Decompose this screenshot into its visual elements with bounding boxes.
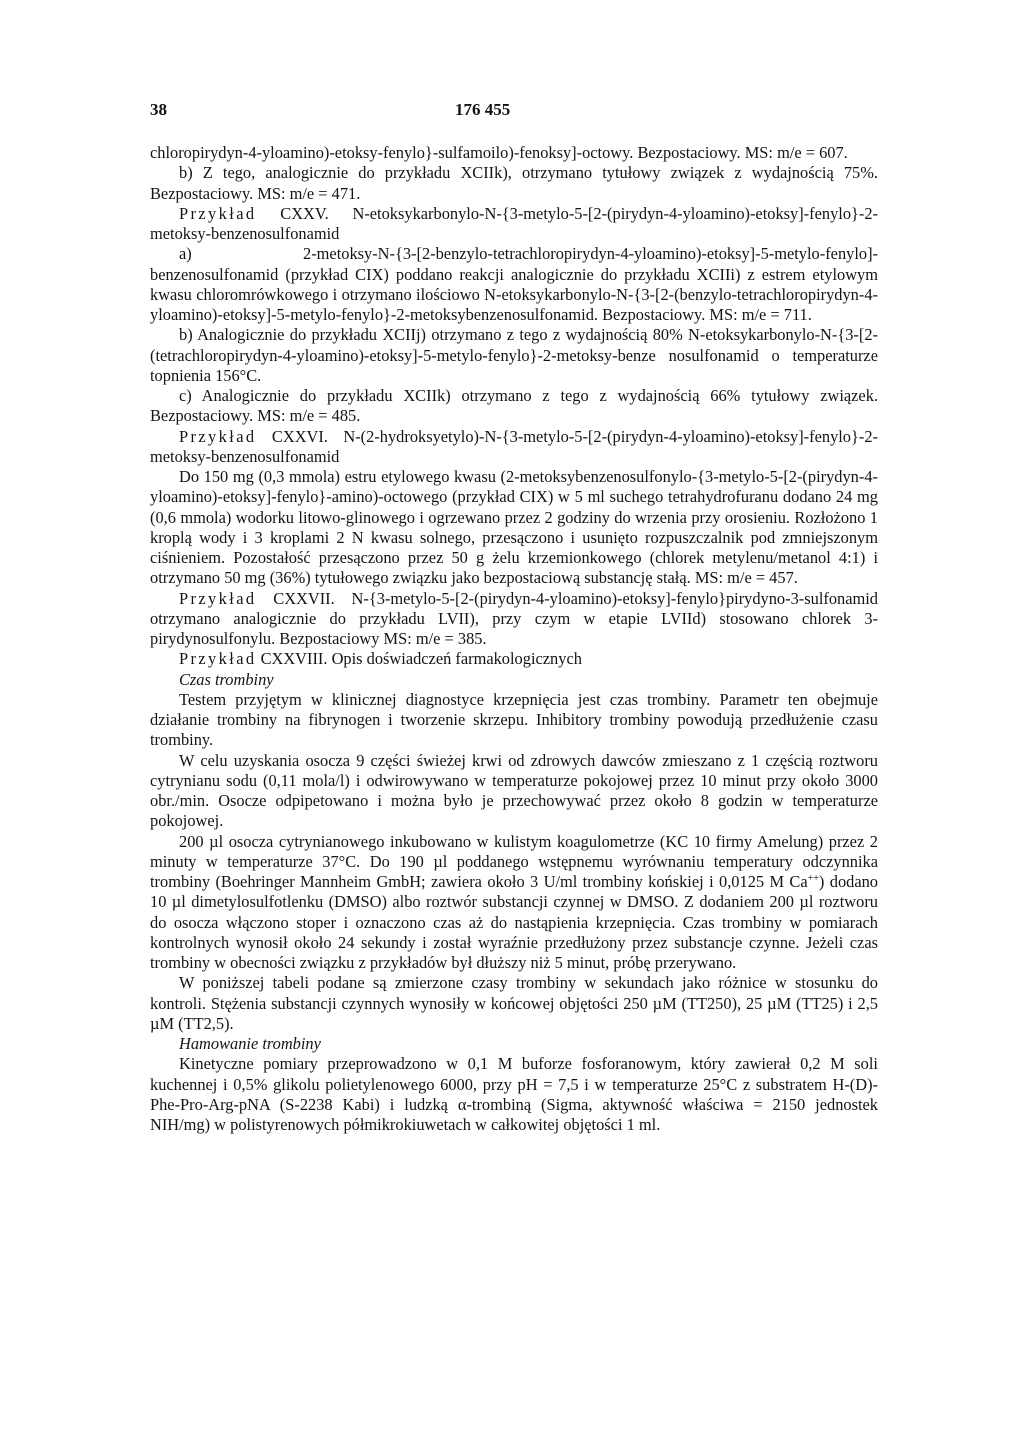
paragraph: Testem przyjętym w klinicznej diagnostyce krzepnięcia jest czas trombiny. Parametr ten obejmuje działanie trombiny na fibrynogen i tworzenie skrzepu. Inhibitory trombiny powodują przedłużenie czasu trombiny.: [150, 689, 878, 750]
example-label: Przykład: [179, 426, 257, 446]
example-heading: [150, 204, 878, 245]
example-label: Przykład: [179, 588, 257, 608]
example-heading: [150, 427, 878, 468]
page-number: 38: [150, 100, 167, 119]
section-subheading: Hamowanie trombiny: [179, 1034, 321, 1053]
example-heading: [150, 649, 878, 669]
section-subheading: Czas trombiny: [179, 669, 274, 689]
example-title: CXXV. N-etoksykarbonylo-N-{3-metylo-5-[2-(pirydyn-4-yloamino)-etoksy]-fenylo}-2-metoksy-benzenosulfonamid: [150, 203, 878, 243]
text-run: ) dodano 10 µl dimetylosulfotlenku (DMSO) albo roztwór substancji czynnej w DMSO. Z dodaniem 200 µl roztworu do osocza włączono stoper i oznaczono czas aż do nastąpienia krzepnięcia. Czas trombiny w pomiarach kontrolnych wynosił około 24 sekundy i został wyraźnie przedłużony przez substancje czynne. Jeżeli czas trombiny w obecności związku z przykładów był dłuższy niż 5 minut, próbę przerywano.: [150, 872, 878, 972]
example-title: CXXVII. N-{3-metylo-5-[2-(pirydyn-4-yloamino)-etoksy]-fenylo}pirydyno-3-sulfonamid otrzymano analogicznie do przykładu LVII), przy czym w etapie LVIId) stosowano chlorek 3-pirydynosulfonylu. Bezpostaciowy MS: m/e = 385.: [150, 588, 878, 648]
example-label: Przykład: [179, 649, 257, 669]
patent-number: 176 455: [455, 100, 511, 119]
paragraph: b) Analogicznie do przykładu XCIIj) otrzymano z tego z wydajnością 80% N-etoksykarbonylo-N-{3-[2-(tetrachloropirydyn-4-yloamino)-etoksy]-5-metylo-fenylo}-2-metoksy-benze nosulfonamid o temperaturze topnienia 156°C.: [150, 325, 878, 385]
superscript: ++: [807, 873, 819, 884]
paragraph: Kinetyczne pomiary przeprowadzono w 0,1 M buforze fosforanowym, który zawierał 0,2 M soli kuchennej i 0,5% glikolu polietylenowego 6000, przy pH = 7,5 i w temperaturze 25°C z substratem H-(D)-Phe-Pro-Arg-pNA (S-2238 Kabi) i ludzką α-trombiną (Sigma, aktywność właściwa = 2150 jednostek NIH/mg) w polistyrenowych półmikrokiuwetach w całkowitej objętości 1 ml.: [150, 1054, 878, 1134]
paragraph: W poniższej tabeli podane są zmierzone czasy trombiny w sekundach jako różnice w stosunku do kontroli. Stężenia substancji czynnych wynosiły w końcowej objętości 250 µM (TT250), 25 µM (TT25) i 2,5 µM (TT2,5).: [150, 973, 878, 1033]
example-title: CXXVIII. Opis doświadczeń farmakologicznych: [260, 649, 582, 669]
paragraph: chloropirydyn-4-yloamino)-etoksy-fenylo}-sulfamoilo)-fenoksy]-octowy. Bezpostaciowy. MS: m/e = 607.: [150, 143, 848, 162]
example-heading: [150, 589, 878, 650]
paragraph: Do 150 mg (0,3 mmola) estru etylowego kwasu (2-metoksybenzenosulfonylo-{3-metylo-5-[2-(pirydyn-4-yloamino)-etoksy]-fenylo}-amino)-octowego (przykład CIX) w 5 ml suchego tetrahydrofuranu dodano 24 mg (0,6 mmola) wodorku litowo-glinowego i ogrzewano przez 2 godziny do wrzenia przy orosieniu. Rozłożono 1 kroplą wody i 3 kroplami 2 N kwasu solnego, przesączono i usunięto rozpuszczalnik pod zmniejszonym ciśnieniem. Pozostałość przesączono przez 50 g żelu krzemionkowego (chlorek metylenu/metanol 4:1) i otrzymano 50 mg (36%) tytułowego związku jako bezpostaciową substancję stałą. MS: m/e = 457.: [150, 467, 878, 588]
text-run: 200 µl osocza cytrynianowego inkubowano w kulistym koagulometrze (KC 10 firmy Amelung) przez 2 minuty w temperaturze 37°C. Do 190 µl poddanego wstępnemu wyrównaniu temperatury odczynnika trombiny (Boehringer Mannheim GmbH; zawiera około 3 U/ml trombiny końskiej i 0,0125 M Ca: [150, 831, 878, 891]
paragraph: a) 2-metoksy-N-{3-[2-benzylo-tetrachloropirydyn-4-yloamino)-etoksy]-5-metylo-fenylo]-benzenosulfonamid (przykład CIX) poddano reakcji analogicznie do przykładu XCIIi) z estrem etylowym kwasu chloromrówkowego i otrzymano ilościowo N-etoksykarbonylo-N-{3-[2-(benzylo-tetrachloropirydyn-4-yloamino)-etoksy]-5-metylo-fenylo}-2-metoksybenzenosulfonamid. Bezpostaciowy. MS: m/e = 711.: [150, 244, 878, 324]
paragraph: c) Analogicznie do przykładu XCIIk) otrzymano z tego z wydajnością 66% tytułowy związek. Bezpostaciowy. MS: m/e = 485.: [150, 386, 878, 426]
paragraph: W celu uzyskania osocza 9 części świeżej krwi od zdrowych dawców zmieszano z 1 częścią roztworu cytrynianu sodu (0,11 mola/l) i odwirowywano w temperaturze pokojowej przez 10 minut przy około 3000 obr./min. Osocze odpipetowano i można było je przechowywać przez około 8 godzin w temperaturze pokojowej.: [150, 750, 878, 831]
page-body: [150, 143, 878, 1135]
paragraph: b) Z tego, analogicznie do przykładu XCIIk), otrzymano tytułowy związek z wydajnością 75%. Bezpostaciowy. MS: m/e = 471.: [150, 163, 878, 203]
example-label: Przykład: [179, 203, 257, 223]
example-title: CXXVI. N-(2-hydroksyetylo)-N-{3-metylo-5-[2-(pirydyn-4-yloamino)-etoksy]-fenylo}-2-metoksy-benzenosulfonamid: [150, 426, 878, 466]
paragraph: [150, 832, 878, 974]
